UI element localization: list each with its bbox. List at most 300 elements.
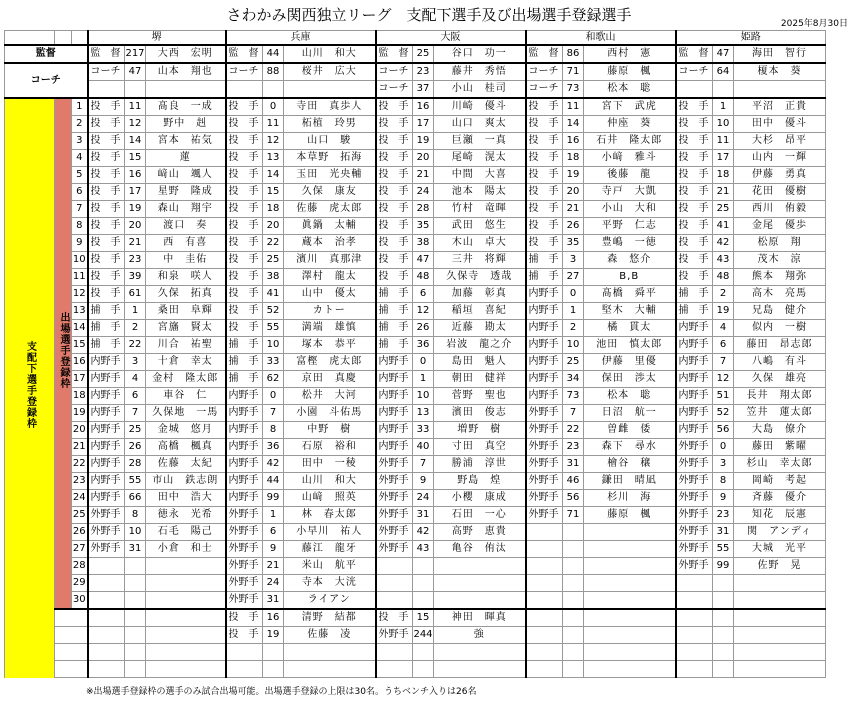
player-position: 投 手 [676,167,713,184]
player-position: 監 督 [88,45,125,63]
player-number: 1 [125,303,146,320]
player-name [734,592,826,610]
player-number: 35 [563,235,584,252]
player-position: 投 手 [226,303,263,320]
roster-section-text: 支配下選手登録枠 [24,341,36,430]
player-position: 投 手 [376,218,413,235]
player-number: 20 [263,218,284,235]
player-number: 73 [563,81,584,99]
player-position [526,661,563,678]
reserve-row [5,644,826,661]
player-position [226,661,263,678]
table-row [5,133,826,150]
table-row [5,150,826,167]
player-name [734,627,826,644]
player-name [146,644,226,661]
player-number: 11 [563,98,584,116]
player-number: 43 [413,541,434,558]
player-number: 64 [713,63,734,81]
table-row [5,337,826,354]
manager-label: 監督 [5,45,88,63]
row-number: 15 [72,337,88,354]
player-name [734,661,826,678]
player-number: 12 [713,371,734,388]
player-position: 捕 手 [226,354,263,371]
table-row [5,592,826,610]
player-position: コーチ [88,63,125,81]
player-position: 内野手 [526,371,563,388]
player-name: 池田 慎太郎 [584,337,676,354]
player-name: 小山 大和 [584,201,676,218]
player-number: 25 [263,252,284,269]
row-number: 4 [72,150,88,167]
player-position: 投 手 [226,235,263,252]
player-position: 外野手 [676,558,713,575]
player-number: 18 [713,167,734,184]
player-number [563,627,584,644]
player-number: 19 [125,201,146,218]
player-name: 濱田 俊志 [434,405,526,422]
player-number: 31 [713,524,734,541]
player-number: 11 [125,98,146,116]
player-number: 23 [413,63,434,81]
player-position: 内野手 [88,388,125,405]
player-number: 9 [713,490,734,507]
player-name [584,575,676,592]
table-row [5,218,826,235]
player-position: 外野手 [526,422,563,439]
player-number: 12 [413,303,434,320]
player-name [434,644,526,661]
player-number [125,575,146,592]
player-number: 17 [413,116,434,133]
player-name: 池本 陽太 [434,184,526,201]
player-name [434,558,526,575]
player-number [713,609,734,627]
player-position: コーチ [526,63,563,81]
player-number: 13 [413,405,434,422]
active-section-label [55,98,72,609]
player-number: 22 [563,422,584,439]
player-number: 217 [125,45,146,63]
player-name [284,81,376,99]
player-position [376,558,413,575]
player-position: 外野手 [88,507,125,524]
reserve-row [5,627,826,644]
player-position [376,592,413,610]
player-position: 内野手 [88,405,125,422]
player-number: 24 [413,490,434,507]
player-name: 佐野 晃 [734,558,826,575]
player-number: 7 [125,405,146,422]
player-name: 森下 尋水 [584,439,676,456]
player-number: 6 [125,388,146,405]
team-header-row [5,31,826,46]
player-position: コーチ [376,81,413,99]
table-row [5,201,826,218]
player-number: 244 [413,627,434,644]
player-number [263,81,284,99]
player-name: 岡崎 考起 [734,473,826,490]
player-number: 1 [563,303,584,320]
player-position: 投 手 [226,167,263,184]
player-name: 山口 駿 [284,133,376,150]
player-name: 市山 鉄志朗 [146,473,226,490]
player-name: 玉田 光央輔 [284,167,376,184]
player-name: 増野 樹 [434,422,526,439]
player-number: 10 [263,337,284,354]
player-name [146,575,226,592]
player-name: 野島 煌 [434,473,526,490]
player-number: 19 [263,627,284,644]
player-position: 内野手 [226,473,263,490]
row-number: 10 [72,252,88,269]
player-position: 投 手 [226,133,263,150]
player-position: 投 手 [526,150,563,167]
player-position: 投 手 [526,116,563,133]
player-number: 0 [713,439,734,456]
player-position: 内野手 [226,439,263,456]
player-position: 投 手 [676,184,713,201]
player-number: 52 [263,303,284,320]
player-position [376,575,413,592]
row-number: 28 [72,558,88,575]
player-position: 外野手 [676,490,713,507]
player-name: 富樫 虎太郎 [284,354,376,371]
player-number: 16 [413,98,434,116]
player-number: 19 [563,167,584,184]
player-position: 投 手 [376,235,413,252]
player-name: 武田 悠生 [434,218,526,235]
player-position: 内野手 [88,456,125,473]
player-number: 86 [563,45,584,63]
row-number: 3 [72,133,88,150]
player-position: 外野手 [676,473,713,490]
player-number: 7 [563,405,584,422]
roster-section-label [5,98,55,678]
player-name: 三井 将輝 [434,252,526,269]
player-name: 仲座 葵 [584,116,676,133]
player-position: 内野手 [226,456,263,473]
player-name: 久保地 一馬 [146,405,226,422]
player-position: 投 手 [526,133,563,150]
player-number: 28 [125,456,146,473]
player-number: 21 [263,558,284,575]
player-position: コーチ [676,63,713,81]
player-name: 曽雌 倭 [584,422,676,439]
player-number: 4 [125,371,146,388]
player-number: 99 [263,490,284,507]
player-number [263,661,284,678]
player-number: 1 [263,507,284,524]
table-row [5,456,826,473]
reserve-spacer [55,627,88,644]
player-name: 川崎 優斗 [434,98,526,116]
player-number: 12 [263,133,284,150]
player-number: 16 [563,133,584,150]
player-name: 杉川 海 [584,490,676,507]
table-row [5,439,826,456]
player-position: 内野手 [676,354,713,371]
player-number: 36 [413,337,434,354]
player-number: 71 [563,507,584,524]
player-position: 内野手 [226,388,263,405]
player-name: 﨑山 颯人 [146,167,226,184]
player-name [146,592,226,610]
player-name: 島田 魁人 [434,354,526,371]
player-number: 19 [713,303,734,320]
table-row [5,405,826,422]
player-position: 投 手 [526,235,563,252]
player-name: 堅木 大輔 [584,303,676,320]
player-name: 山﨑 照英 [284,490,376,507]
player-number: 52 [713,405,734,422]
table-row [5,575,826,592]
player-name: 木山 卓大 [434,235,526,252]
player-name: 宮本 祐気 [146,133,226,150]
player-name [146,609,226,627]
player-position: 外野手 [226,507,263,524]
player-position: 監 督 [526,45,563,63]
player-number: 47 [125,63,146,81]
player-name: 田中 一稜 [284,456,376,473]
player-position: 内野手 [88,354,125,371]
player-position: 内野手 [526,303,563,320]
player-name: 高橋 楓真 [146,439,226,456]
player-position: 外野手 [226,575,263,592]
player-position: 外野手 [376,524,413,541]
player-name [584,541,676,558]
player-number [563,661,584,678]
player-name [584,661,676,678]
player-name: 平沼 正貴 [734,98,826,116]
player-position [526,558,563,575]
player-number: 4 [713,320,734,337]
player-name: 眞鍋 太輔 [284,218,376,235]
player-number [125,627,146,644]
player-number: 22 [125,337,146,354]
player-position: 投 手 [226,98,263,116]
player-name: 松井 大河 [284,388,376,405]
player-number: 39 [125,269,146,286]
player-number: 41 [263,286,284,303]
player-position: 投 手 [88,269,125,286]
player-name: 兄島 健介 [734,303,826,320]
player-position [526,541,563,558]
row-number: 29 [72,575,88,592]
player-name: 久保 康友 [284,184,376,201]
player-position: 内野手 [676,320,713,337]
player-name [434,592,526,610]
player-position: 内野手 [88,371,125,388]
player-name: 熊本 翔弥 [734,269,826,286]
player-position: 外野手 [226,541,263,558]
player-name: 強 [434,627,526,644]
player-position [676,575,713,592]
player-name: 蔵本 治孝 [284,235,376,252]
player-number: 35 [413,218,434,235]
row-number: 12 [72,286,88,303]
player-number [563,592,584,610]
player-position: 捕 手 [376,303,413,320]
player-position: 外野手 [226,558,263,575]
player-position: 外野手 [526,490,563,507]
player-number: 14 [563,116,584,133]
player-name: 檜谷 穣 [584,456,676,473]
player-position: 内野手 [376,371,413,388]
player-number [413,558,434,575]
player-number: 42 [413,524,434,541]
player-position: 内野手 [88,422,125,439]
player-number: 7 [713,354,734,371]
player-position: 投 手 [226,286,263,303]
player-number: 8 [125,507,146,524]
player-number: 23 [563,439,584,456]
player-number: 11 [713,133,734,150]
player-position: 内野手 [88,490,125,507]
player-name: 十倉 幸太 [146,354,226,371]
player-name [284,661,376,678]
table-row [5,98,826,116]
player-name: 小山 桂司 [434,81,526,99]
player-number: 10 [563,337,584,354]
player-number: 10 [125,524,146,541]
player-number [125,644,146,661]
player-number [713,575,734,592]
player-position [676,592,713,610]
player-number: 6 [263,524,284,541]
player-position: 投 手 [526,201,563,218]
player-name [584,524,676,541]
row-number: 11 [72,269,88,286]
row-number: 9 [72,235,88,252]
player-number [713,81,734,99]
player-name: 高木 亮馬 [734,286,826,303]
player-position: 外野手 [376,473,413,490]
player-position: 投 手 [376,269,413,286]
player-position [88,81,125,99]
player-number: 26 [413,320,434,337]
player-number: 88 [263,63,284,81]
document-date: 2025年8月30日 [780,19,848,29]
reserve-row [5,609,826,627]
player-position: 外野手 [526,456,563,473]
player-number: 44 [263,45,284,63]
player-number: 20 [125,218,146,235]
row-number: 21 [72,439,88,456]
player-position: 投 手 [88,252,125,269]
player-name: 久保寺 透哉 [434,269,526,286]
player-number: 2 [563,320,584,337]
player-position: 外野手 [676,524,713,541]
player-number: 21 [563,201,584,218]
player-number: 46 [563,473,584,490]
player-name: 星野 隆成 [146,184,226,201]
player-number: 26 [125,439,146,456]
player-name: 石毛 陽己 [146,524,226,541]
player-name: カトー [284,303,376,320]
player-name: 関 アンディ [734,524,826,541]
player-position: 投 手 [376,252,413,269]
player-name: 髙良 一成 [146,98,226,116]
player-name: B,B [584,269,676,286]
team-name-3: 大阪 [376,31,526,46]
player-position: 外野手 [676,456,713,473]
roster-table [4,30,826,678]
player-position [376,661,413,678]
player-position: 捕 手 [88,320,125,337]
player-position: 投 手 [376,98,413,116]
player-number: 9 [413,473,434,490]
player-number: 22 [263,235,284,252]
player-position: 投 手 [676,133,713,150]
player-position [376,644,413,661]
player-number: 2 [125,320,146,337]
table-row [5,541,826,558]
player-position [676,81,713,99]
reserve-spacer [55,609,88,627]
player-number: 3 [563,252,584,269]
player-position: 捕 手 [88,303,125,320]
player-name: 茂木 涼 [734,252,826,269]
player-position: 投 手 [88,133,125,150]
player-number: 36 [263,439,284,456]
corner-cell [72,31,88,46]
player-position: 投 手 [376,184,413,201]
player-name: 稲垣 喜紀 [434,303,526,320]
row-number: 1 [72,98,88,116]
player-position: 外野手 [526,439,563,456]
row-number: 17 [72,371,88,388]
player-number: 47 [413,252,434,269]
player-position: 外野手 [526,473,563,490]
player-name: 長井 翔太郎 [734,388,826,405]
player-position: 投 手 [376,150,413,167]
player-number: 9 [263,541,284,558]
row-number: 22 [72,456,88,473]
player-name: 久保 雄亮 [734,371,826,388]
player-name: 金尾 優歩 [734,218,826,235]
player-number [563,558,584,575]
player-number: 33 [263,354,284,371]
row-number: 24 [72,490,88,507]
player-number: 62 [263,371,284,388]
player-name: 海田 智行 [734,45,826,63]
table-row [5,388,826,405]
player-name: 橘 貫太 [584,320,676,337]
player-position: 監 督 [676,45,713,63]
player-number: 48 [713,269,734,286]
player-position: 投 手 [526,184,563,201]
player-position: 投 手 [676,201,713,218]
player-position: 内野手 [526,388,563,405]
player-name [584,592,676,610]
player-position [88,661,125,678]
player-position [88,627,125,644]
player-name: 桑田 阜輝 [146,303,226,320]
player-name: 斉藤 優介 [734,490,826,507]
player-number: 21 [413,167,434,184]
player-position: 内野手 [676,371,713,388]
player-position: 監 督 [376,45,413,63]
player-position: 捕 手 [226,371,263,388]
player-name: 大城 光平 [734,541,826,558]
player-number: 1 [413,371,434,388]
player-number: 16 [125,167,146,184]
player-number: 31 [125,541,146,558]
player-name: 渡口 奏 [146,218,226,235]
player-name: 徳永 光希 [146,507,226,524]
